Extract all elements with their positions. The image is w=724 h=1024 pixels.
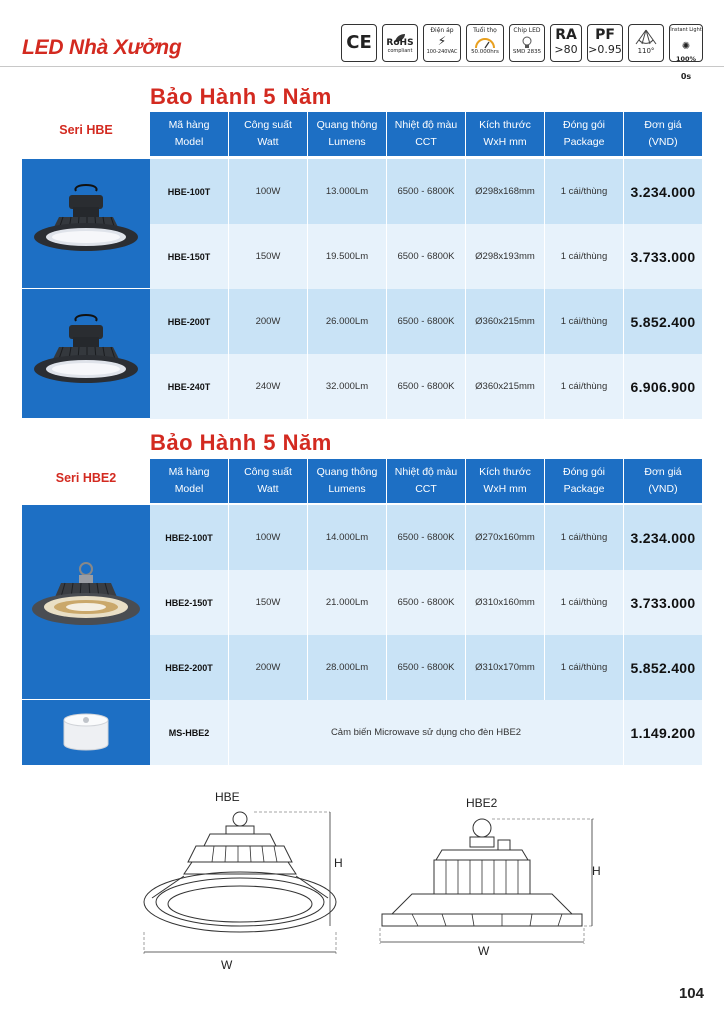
table-row: HBE-100T 100W 13.000Lm 6500 - 6800K Ø298x168mm 1 cái/thùng 3.234.000 [150,159,702,224]
leaf-icon [394,28,406,38]
height-label-hbe2: H [592,864,601,878]
column-header-watt: Công suất Watt [229,459,308,503]
product-image-hbe-200-240 [22,289,150,418]
diagram-title-hbe: HBE [215,790,240,804]
product-image-hbe2 [22,505,150,699]
ra-badge: RA >80 [550,24,582,62]
header-divider [0,66,724,67]
column-header-watt: Công suất Watt [229,112,308,156]
table-header [150,112,702,156]
table-row: HBE-240T 240W 32.000Lm 6500 - 6800K Ø360x215mm 1 cái/thùng 6.906.900 [150,354,702,419]
ce-badge: CE [341,24,377,62]
dimension-diagram-hbe [130,806,350,966]
height-label-hbe: H [334,856,343,870]
product-image-sensor [22,700,150,765]
column-header-price: Đơn giá (VND) [644,466,682,495]
dimension-diagram-hbe2 [372,814,602,948]
warranty-heading-hbe2: Bảo Hành 5 Năm [150,430,332,455]
lightning-icon: ⚡ [437,34,447,48]
table-row: HBE2-200T 200W 28.000Lm 6500 - 6800K Ø310x170mm 1 cái/thùng 5.852.400 [150,635,702,700]
width-label-hbe: W [221,958,233,972]
voltage-badge: Điện áp ⚡ 100-240VAC [423,24,461,62]
series-label-hbe: Seri HBE [59,123,113,137]
sun-icon: ✺ [681,41,691,52]
column-header-price: Đơn giá (VND) [644,119,682,148]
pf-badge: PF >0.95 [587,24,623,62]
column-header-size: Kích thước WxH mm [466,459,545,503]
column-header-lumens: Quang thông Lumens [308,112,387,156]
width-label-hbe2: W [478,944,490,958]
beam-angle-badge: 110° [628,24,664,62]
table-row: HBE2-100T 100W 14.000Lm 6500 - 6800K Ø270x160mm 1 cái/thùng 3.234.000 [150,505,702,570]
beam-icon [629,28,663,48]
column-header-package: Đóng gói Package [545,112,624,156]
chip-badge: Chip LED SMD 2835 [509,24,545,62]
product-image-hbe-100-150 [22,159,150,288]
column-header-model: Mã hàng Model [150,459,229,503]
column-header-lumens: Quang thông Lumens [308,459,387,503]
column-header-size: Kích thước WxH mm [466,112,545,156]
bulb-icon [510,34,544,48]
table-header [150,459,702,503]
series-label-hbe2: Seri HBE2 [55,471,117,485]
table-row: HBE-150T 150W 19.500Lm 6500 - 6800K Ø298x193mm 1 cái/thùng 3.733.000 [150,224,702,289]
gauge-icon [467,34,503,48]
lifetime-badge: Tuổi thọ 50.000hrs [466,24,504,62]
warranty-heading-hbe: Bảo Hành 5 Năm [150,84,332,109]
table-row-sensor: MS-HBE2 Cảm biến Microwave sử dụng cho đèn HBE2 1.149.200 [150,700,702,765]
page-title: LED Nhà Xưởng [22,36,182,59]
column-header-model: Mã hàng Model [150,112,229,156]
table-row: HBE-200T 200W 26.000Lm 6500 - 6800K Ø360x215mm 1 cái/thùng 5.852.400 [150,289,702,354]
column-header-cct: Nhiệt độ màu CCT [387,459,466,503]
page-number: 104 [678,985,704,1002]
diagram-title-hbe2: HBE2 [466,796,498,810]
rohs-badge: RoHS compliant [382,24,418,62]
column-header-package: Đóng gói Package [545,459,624,503]
table-row: HBE2-150T 150W 21.000Lm 6500 - 6800K Ø310x160mm 1 cái/thùng 3.733.000 [150,570,702,635]
column-header-cct: Nhiệt độ màu CCT [387,112,466,156]
instant-light-badge: Instant Light ✺ 100% 0s [669,24,703,62]
